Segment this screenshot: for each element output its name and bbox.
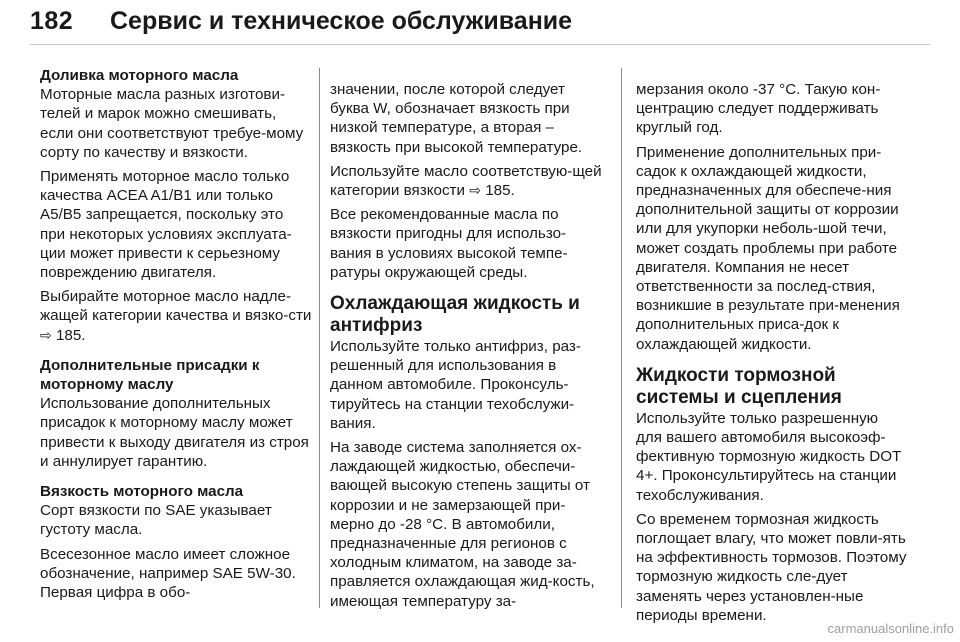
paragraph (330, 162, 602, 200)
paragraph: значении, после которой следует буква W, обозначает вязкость при низкой температуре, а вторая – вязкость при высокой температуре. (330, 81, 583, 156)
page-header (0, 0, 960, 48)
column-1 (40, 66, 312, 607)
paragraph: Всесезонное масло имеет сложное обозначение, например SAE 5W-30. Первая цифра в обо- (40, 545, 296, 602)
section-heading-oil-topup: Доливка моторного масла (40, 67, 239, 84)
page-reference-icon: ⇨ (40, 326, 52, 343)
paragraph: Все рекомендованные масла по вязкости пригодны для использо-вания в условиях высокой темпе-ратуры окружающей среды. (330, 206, 568, 281)
column-3 (636, 80, 908, 630)
paragraph: Использование дополнительных присадок к моторному маслу может привести к выходу двигателя из строя и аннулирует гарантию. (40, 395, 309, 470)
page-title: Сервис и техническое обслуживание (110, 7, 573, 35)
paragraph: Используйте только разрешенную для вашего автомобиля высокоэф-фективную тормозную жидкость DOT 4+. Проконсультируйтесь на станции техобслуживания. (636, 409, 902, 504)
paragraph: Применять моторное масло только качества ACEA A1/B1 или только A5/B5 запрещается, поскольку это при некоторых условиях эксплуата-ции может привести к серьезному повреждению двигателя. (40, 168, 292, 282)
section-heading-brake-fluid: Жидкости тормозной системы и сцепления (636, 364, 842, 408)
column-2 (330, 80, 602, 616)
section-heading-viscosity: Вязкость моторного масла (40, 483, 244, 501)
column-divider-1 (319, 68, 320, 608)
paragraph: На заводе система заполняется ох-лаждающей жидкостью, обеспечи-вающей высокую степень защиты от коррозии и не замерзающей при-мерно до -28 °C. В автомобили, предназначенные для регионов с холодным климатом, на заводе за-правляется охлаждающая жид-кость, имеющая температуру за- (330, 439, 595, 610)
paragraph-text: Используйте масло соответствую-щей категории вязкости (330, 162, 602, 200)
paragraph (40, 287, 312, 345)
watermark: carmanualsonline.info (827, 621, 954, 636)
paragraph: мерзания около -37 °C. Такую кон-центрацию следует поддерживать круглый год. (636, 81, 881, 137)
column-divider-2 (621, 68, 622, 608)
section-heading-additives: Дополнительные присадки к моторному маслу (40, 356, 260, 394)
section-heading-coolant: Охлаждающая жидкость и антифриз (330, 293, 580, 337)
paragraph-text: Выбирайте моторное масло надле-жащей категории качества и вязко-сти (40, 288, 312, 325)
page-reference: 185. (55, 326, 86, 344)
page-reference-icon: ⇨ (469, 182, 481, 199)
paragraph: Применение дополнительных при-садок к охлаждающей жидкости, предназначенных для обеспече-ния дополнительной защиты от коррозии или для укупорки неболь-шой течи, может создать проблемы при работе двигателя. Компания не несет ответственности за послед-ствия, возникшие в результате при-менения дополнительных приса-док к охлаждающей жидкости. (636, 143, 900, 353)
page-number: 182 (30, 7, 74, 35)
header-divider (30, 44, 930, 45)
paragraph: Со временем тормозная жидкость поглощает влагу, что может повли-ять на эффективность тормозов. Поэтому тормозную жидкость сле-дует заменять через установлен-ные периоды времени. (636, 510, 907, 624)
paragraph: Используйте только антифриз, раз-решенный для использования в данном автомобиле. Проконсуль-тируйтесь на станции техобслужи-вания. (330, 338, 581, 432)
paragraph: Сорт вязкости по SAE указывает густоту масла. (40, 502, 272, 539)
page-reference: 185. (485, 182, 515, 200)
paragraph: Моторные масла разных изготови-телей и марок можно смешивать, если они соответствуют требуе-мому сорту по качеству и вязкости. (40, 86, 304, 161)
